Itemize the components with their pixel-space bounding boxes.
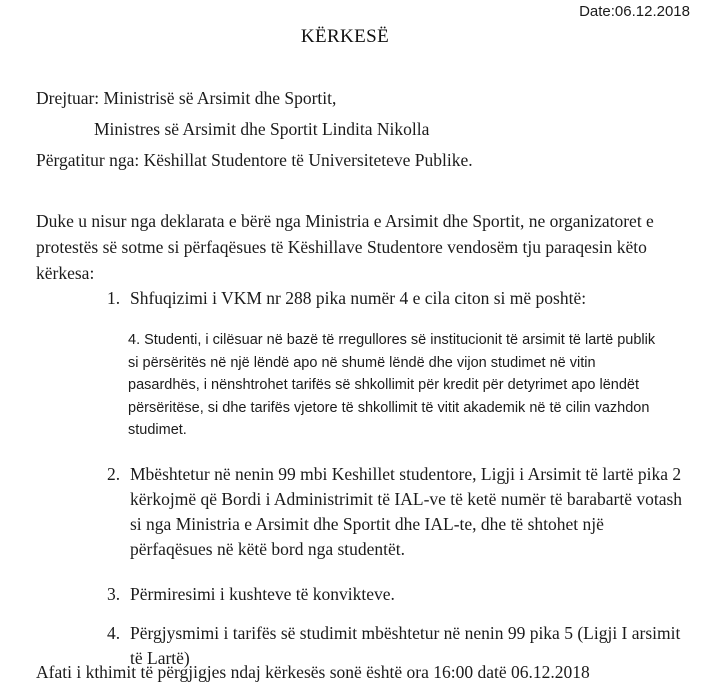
prepared-by-line: Përgatitur nga: Këshillat Studentore të Universiteteve Publike. — [36, 150, 473, 170]
list-item-text: Përmiresimi i kushteve të konvikteve. — [130, 583, 395, 604]
spacer — [0, 442, 727, 462]
list-item — [0, 462, 727, 562]
vkm-quote-block: 4. Studenti, i cilësuar në bazë të rregullores së institucionit të arsimit të lartë publik si përsëritës në një lëndë apo në shumë lëndë dhe vijon studimet në vitin pasardhës, i nënshtrohet tarifës së shkollimit për kredit për detyrimet apo lëndët përsëritëse, si dhe tarifës vjetore të shkollimit të vitit akademik në të cilin vazhdon studimet. — [128, 332, 656, 438]
list-item-number: 4. — [107, 622, 121, 643]
requests-list — [0, 286, 727, 671]
list-item-number: 1. — [107, 288, 121, 308]
list-item-number: 3. — [107, 583, 121, 604]
page-title: KËRKESË — [300, 26, 390, 47]
minister-name-line: Ministres së Arsimit dhe Sportit Lindita Nikolla — [94, 119, 430, 139]
document-date: Date:06.12.2018 — [579, 3, 690, 20]
list-item-text: Përgjysmimi i tarifës së studimit mbështetur në nenin 99 pika 5 (Ligji I arsimit të Lartë) — [130, 622, 681, 668]
addressed-to-line: Drejtuar: Ministrisë së Arsimit dhe Sportit, — [36, 88, 337, 108]
list-item-text: Shfuqizimi i VKM nr 288 pika numër 4 e cila citon si më poshtë: — [130, 288, 587, 308]
spacer — [0, 562, 727, 582]
address-block — [36, 83, 696, 176]
spacer — [0, 607, 727, 621]
spacer — [0, 311, 727, 329]
list-item-number: 2. — [107, 463, 121, 484]
list-item — [0, 582, 727, 607]
deadline-line: Afati i kthimit të përgjigjes ndaj kërkesës sonë është ora 16:00 datë 06.12.2018 — [36, 662, 590, 682]
intro-paragraph: Duke u nisur nga deklarata e bërë nga Ministria e Arsimit dhe Sportit, ne organizatoret e protestës së sotme si përfaqësues të Këshillave Studentore vendosëm tju paraqesin këto kërkesa: — [36, 211, 654, 283]
list-item-text: Mbështetur në nenin 99 mbi Keshillet studentore, Ligji i Arsimit të lartë pika 2 kërkojmë që Bordi i Administrimit të IAL-ve të ketë numër të barabartë votash si nga Ministria e Arsimit dhe Sportit dhe IAL-te, dhe të shtohet një përfaqësues në këtë bord nga studentët. — [130, 463, 683, 559]
list-item — [0, 286, 727, 311]
